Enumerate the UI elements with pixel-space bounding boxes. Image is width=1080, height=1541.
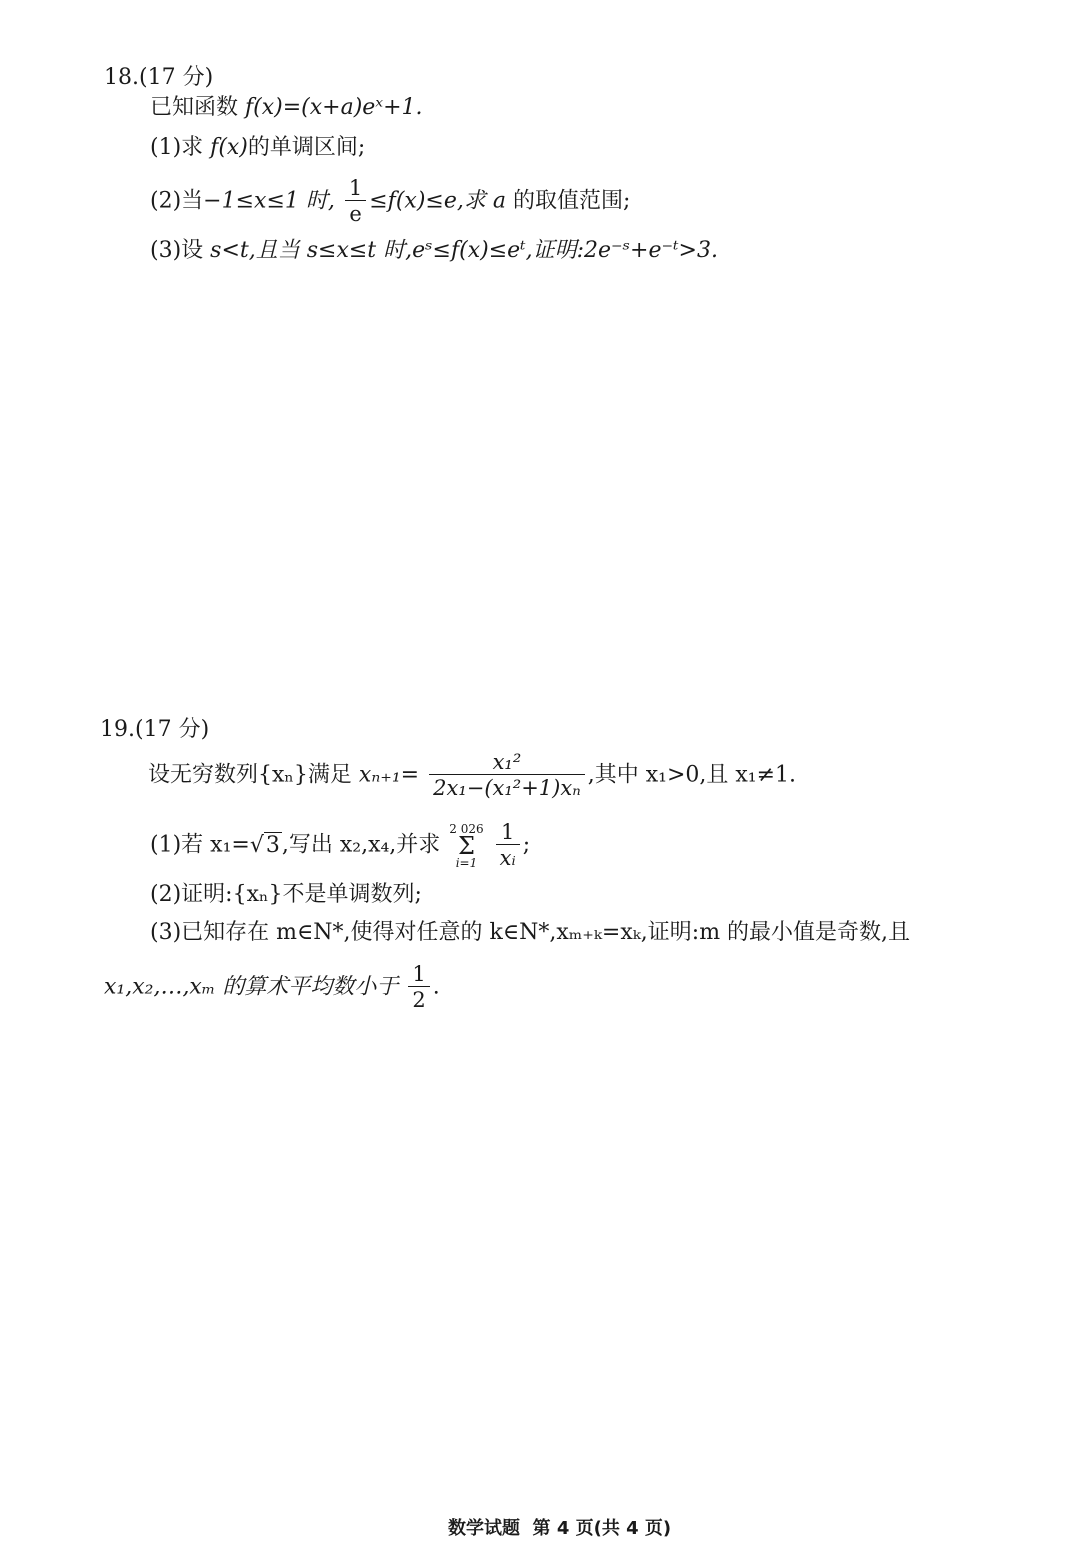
q19-stem-fraction: [429, 750, 585, 801]
q19-stem-num: x₁²: [492, 750, 522, 774]
q19-part2: [150, 880, 422, 910]
q18-stem-formula: f(x)=(x+a)eˣ+1.: [245, 95, 423, 120]
q19-stem-tail: ,其中 x₁>0,且 x₁≠1.: [587, 762, 797, 788]
q19-p1-summation: [449, 823, 483, 869]
q19-p1-tail: ;: [522, 832, 531, 858]
footer-page: 第 4 页(共 4 页): [532, 1518, 672, 1539]
q19-p1-fraction: [496, 820, 520, 871]
q18-part3: [150, 236, 718, 266]
q19-p3-frac-num: 1: [412, 962, 426, 986]
q18-p2-var: a: [492, 188, 506, 214]
q19-p1-sum-top: 2 026: [449, 821, 484, 836]
q19-p1-frac-num: 1: [501, 820, 515, 844]
q19-stem-lhs: xₙ₊₁=: [358, 762, 420, 788]
q18-p2-frac-den: e: [345, 200, 365, 227]
q18-p2-frac-num: 1: [348, 176, 363, 200]
q19-part3-line2: [104, 962, 440, 1013]
q19-p3-line1-text: (3)已知存在 m∈N*,使得对任意的 k∈N*,xₘ₊ₖ=xₖ,证明:m 的最小值是奇数,且: [150, 920, 911, 945]
q19-p1-sqrt: √3: [249, 832, 280, 858]
q19-number: 19.: [100, 717, 135, 742]
q18-p2-tail: 的取值范围;: [512, 188, 631, 214]
q18-p2-fraction: [345, 176, 366, 227]
q19-stem: [148, 750, 796, 801]
q19-p3-frac-den: 2: [408, 986, 429, 1013]
footer-subject: 数学试题: [448, 1518, 520, 1539]
page-footer: [448, 1514, 671, 1540]
q19-header: [100, 712, 209, 743]
q19-p1-sum-bot: i=1: [455, 855, 478, 870]
q19-part3-line1: [150, 918, 910, 948]
q19-p1-frac-den: xᵢ: [496, 844, 520, 871]
q18-p2-ineq: ≤f(x)≤e,求: [369, 188, 486, 214]
q19-p1-sum-sigma: Σ: [457, 831, 475, 860]
q19-stem-den: 2x₁−(x₁²+1)xₙ: [429, 774, 585, 801]
q19-p3-fraction: [408, 962, 429, 1013]
q19-p3-tail: .: [432, 974, 440, 1000]
q18-p1-label: (1)求: [150, 135, 204, 160]
q18-stem: [150, 93, 423, 123]
q18-number: 18.: [104, 65, 139, 90]
q19-p3-line2-prefix: x₁,x₂,…,xₘ 的算术平均数小于: [104, 974, 399, 1000]
q19-p2-text: (2)证明:{xₙ}不是单调数列;: [150, 882, 422, 907]
q18-header: [104, 60, 213, 91]
q19-p1-prefix: (1)若 x₁=: [150, 832, 250, 858]
q18-p1-func: f(x): [210, 135, 248, 160]
q18-p3-text: s<t,且当 s≤x≤t 时,eˢ≤f(x)≤eᵗ,证明:2e⁻ˢ+e⁻ᵗ>3.: [210, 238, 718, 263]
q18-p3-label: (3)设: [150, 238, 204, 263]
q19-part1: [150, 820, 530, 871]
q18-part1: [150, 133, 365, 163]
q18-points: (17 分): [139, 65, 214, 90]
q18-part2: [150, 176, 630, 227]
q18-p2-label: (2)当: [150, 188, 204, 214]
q19-p1-sqrt-radicand: 3: [265, 832, 280, 858]
q18-stem-prefix: 已知函数: [150, 95, 239, 120]
q18-p1-tail: 的单调区间;: [247, 135, 366, 160]
q18-p2-cond: −1≤x≤1 时,: [203, 188, 335, 214]
q19-p1-mid: ,写出 x₂,x₄,并求: [281, 832, 441, 858]
q19-points: (17 分): [135, 717, 210, 742]
q19-stem-prefix: 设无穷数列{xₙ}满足: [148, 762, 352, 788]
